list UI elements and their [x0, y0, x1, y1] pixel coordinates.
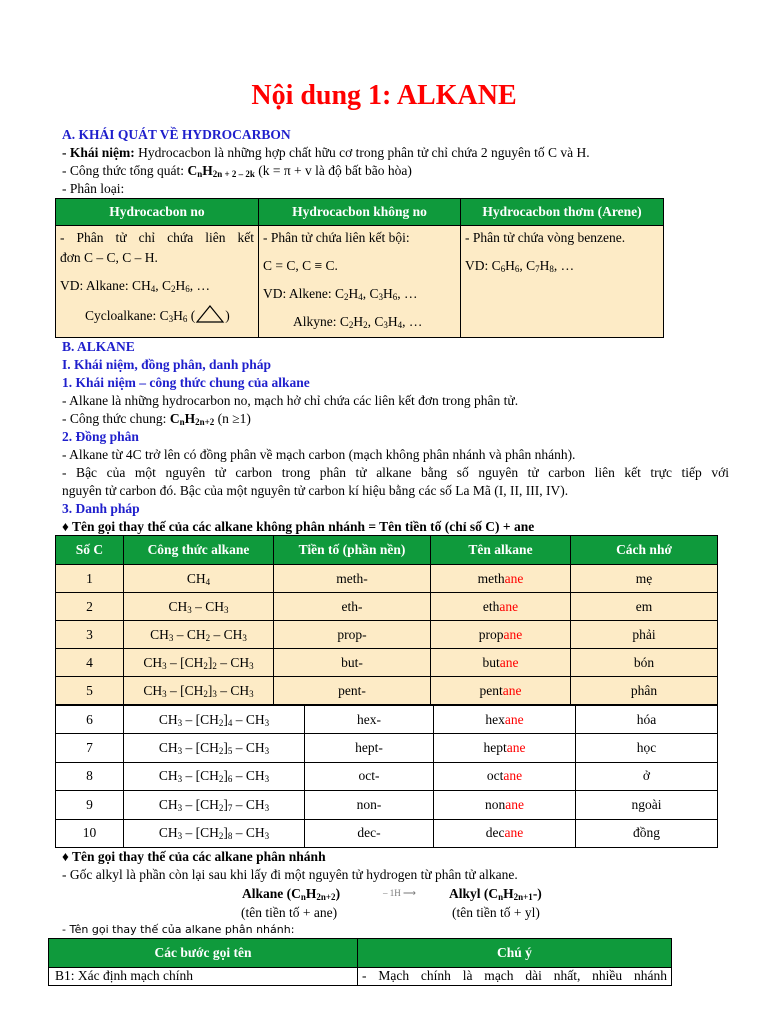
saturated-cell	[56, 226, 259, 338]
name-stem: prop	[478, 626, 504, 642]
arene-label: VD: C	[465, 258, 501, 273]
formula-prefix: - Công thức tổng quát:	[62, 163, 188, 178]
saturated-line-1: - Phân tử chỉ chứa liên kết	[60, 230, 254, 245]
col-prefix: Tiền tố (phần nền)	[274, 536, 431, 565]
carbon-count: 5	[56, 677, 124, 705]
header-saturated: Hydrocacbon no	[56, 199, 259, 226]
table-row	[56, 734, 718, 762]
subsection-1-heading: I. Khái niệm, đồng phân, danh pháp	[62, 357, 271, 372]
alkane-name	[431, 565, 571, 593]
definition-label: - Khái niệm:	[62, 145, 135, 160]
unsaturated-line-1: - Phân tử chứa liên kết bội:	[263, 230, 410, 245]
formula: $CH_3 - CH_2 - CH_3$	[124, 621, 274, 649]
carbon-count: 8	[56, 762, 124, 790]
prefix: but-	[274, 649, 431, 677]
formula: $CH_4$	[124, 565, 274, 593]
carbon-count: 3	[56, 621, 124, 649]
mnemonic: ngoài	[576, 791, 718, 819]
alkyl-label: Alkyl (C	[449, 886, 499, 901]
name-stem: hex	[485, 711, 505, 727]
general-formula: $C_nH_{2n + 2 - 2k}$	[187, 163, 255, 179]
alkane-general: Alkane $(C_nH_{2n+2})$	[242, 886, 341, 902]
general-formula-line	[62, 162, 412, 180]
arene-cell	[461, 226, 664, 338]
alkyne-example: Alkyne: $C_2H_2$, $C_3H_4$, …	[293, 314, 423, 330]
saturated-example-label: VD: Alkane: CH	[60, 278, 151, 293]
page-title: Nội dung 1: ALKANE	[251, 80, 517, 111]
unsaturated-line-2: C = C, C ≡ C.	[263, 258, 338, 273]
formula: $CH_3 - [CH_2]_3 - CH_3$	[124, 677, 274, 705]
prefix: eth-	[274, 593, 431, 621]
alkane-name	[431, 621, 571, 649]
name-suffix: ane	[504, 825, 524, 841]
mnemonic: ở	[576, 762, 718, 790]
name-stem: non	[485, 796, 506, 812]
subsection-1-1-heading: 1. Khái niệm – công thức chung của alkane	[62, 375, 310, 390]
alkane-name	[431, 593, 571, 621]
alkane-name	[431, 649, 571, 677]
subsection-3-heading: 3. Danh pháp	[62, 501, 140, 516]
alkane-formula-prefix: - Công thức chung:	[62, 411, 170, 426]
table-row	[56, 621, 718, 649]
formula: $CH_3 - [CH_2]_8 - CH_3$	[124, 819, 305, 847]
alkane-names-table	[55, 535, 718, 705]
name-suffix: ane	[504, 711, 524, 727]
branched-naming-rule: ♦ Tên gọi thay thế của các alkane phân nhánh	[62, 849, 326, 864]
alkyne-label: Alkyne: C	[293, 314, 349, 329]
alkane-name	[434, 734, 576, 762]
carbon-degree-line-1: - Bậc của một nguyên tử carbon trong phân tử alkane bằng số nguyên tử carbon liên kết trực tiếp với	[62, 465, 729, 480]
branched-naming-intro: - Tên gọi thay thế của alkane phân nhánh:	[62, 923, 295, 936]
isomer-text: - Alkane từ 4C trở lên có đồng phân về mạch carbon (mạch không phân nhánh và phân nhánh).	[62, 447, 576, 462]
mnemonic: bón	[571, 649, 718, 677]
naming-steps-table	[48, 938, 672, 986]
unsaturated-cell	[259, 226, 461, 338]
name-suffix: ane	[503, 768, 523, 784]
alkane-label: Alkane (C	[242, 886, 301, 901]
alkene-example: VD: Alkene: $C_2H_4$, $C_3H_6$, …	[263, 286, 418, 302]
mnemonic: mẹ	[571, 565, 718, 593]
carbon-count: 7	[56, 734, 124, 762]
prefix: pent-	[274, 677, 431, 705]
alkyl-general: Alkyl $(C_nH_{2n+1}-)$	[449, 886, 542, 902]
table-row	[56, 762, 718, 790]
prefix: prop-	[274, 621, 431, 649]
table-row	[56, 565, 718, 593]
section-a-heading: A. KHÁI QUÁT VỀ HYDROCARBON	[62, 127, 291, 142]
definition-text: Hydrocacbon là những hợp chất hữu cơ trong phân tử chỉ chứa 2 nguyên tố C và H.	[134, 145, 590, 160]
table-row	[56, 649, 718, 677]
prefix: hept-	[305, 734, 434, 762]
name-suffix: ane	[499, 654, 519, 670]
mnemonic: đồng	[576, 819, 718, 847]
name-stem: eth	[482, 598, 500, 614]
name-suffix: ane	[499, 598, 519, 614]
alkane-naming-note: (tên tiền tố + ane)	[241, 905, 338, 920]
carbon-degree-line-2: nguyên tử carbon đó. Bậc của một nguyên tử carbon kí hiệu bằng các số La Mã (I, II, III, IV).	[62, 483, 569, 498]
mnemonic: hóa	[576, 706, 718, 734]
formula: $CH_3 - [CH_2]_5 - CH_3$	[124, 734, 305, 762]
cycloalkane-example: Cycloalkane: $C_3H_6$ ( )	[60, 304, 254, 326]
name-stem: oct	[486, 768, 504, 784]
alkane-name	[434, 706, 576, 734]
prefix: oct-	[305, 762, 434, 790]
table-row	[56, 593, 718, 621]
alkane-name	[434, 791, 576, 819]
alkene-label: VD: Alkene: C	[263, 286, 344, 301]
alkane-name	[431, 677, 571, 705]
alkyl-naming-note: (tên tiền tố + yl)	[452, 905, 540, 920]
name-suffix: ane	[506, 740, 526, 756]
definition-line	[62, 144, 590, 162]
name-suffix: ane	[503, 626, 523, 642]
table-row	[56, 791, 718, 819]
alkane-name	[434, 819, 576, 847]
saturated-example: VD: Alkane: $CH_4$, $C_2H_6$, …	[60, 278, 211, 294]
name-stem: dec	[485, 825, 505, 841]
carbon-count: 1	[56, 565, 124, 593]
saturated-line-2: đơn C – C, C – H.	[60, 250, 158, 265]
header-arene: Hydrocacbon thơm (Arene)	[461, 199, 664, 226]
step-cell: B1: Xác định mạch chính	[49, 968, 358, 986]
mnemonic: phải	[571, 621, 718, 649]
formula: $CH_3 - [CH_2]_2 - CH_3$	[124, 649, 274, 677]
formula: $CH_3 - [CH_2]_4 - CH_3$	[124, 706, 305, 734]
arene-line-1: - Phân tử chứa vòng benzene.	[465, 230, 626, 245]
alkane-general-formula: - Công thức chung: $C_nH_{2n+2}$ (n ≥1)	[62, 411, 251, 427]
prefix: hex-	[305, 706, 434, 734]
alkyl-definition: - Gốc alkyl là phần còn lại sau khi lấy đi một nguyên tử hydrogen từ phân tử alkane.	[62, 867, 518, 882]
name-stem: meth	[477, 570, 505, 586]
name-stem: but	[482, 654, 500, 670]
alkane-name	[434, 762, 576, 790]
triangle-icon	[195, 304, 225, 324]
table-row	[49, 968, 672, 986]
prefix: non-	[305, 791, 434, 819]
alkane-definition: - Alkane là những hydrocarbon no, mạch hở chỉ chứa các liên kết đơn trong phân tử.	[62, 393, 519, 408]
note-cell: - Mạch chính là mạch dài nhất, nhiều nhánh	[358, 968, 672, 986]
carbon-count: 6	[56, 706, 124, 734]
formula: $CH_3 - [CH_2]_7 - CH_3$	[124, 791, 305, 819]
carbon-count: 10	[56, 819, 124, 847]
mnemonic: học	[576, 734, 718, 762]
minus-h-arrow: – 1H ⟶	[383, 888, 416, 898]
unbranched-naming-rule: ♦ Tên gọi thay thế của các alkane không phân nhánh = Tên tiền tố (chỉ số C) + ane	[62, 519, 535, 534]
name-stem: hept	[483, 740, 507, 756]
header-unsaturated: Hydrocacbon không no	[259, 199, 461, 226]
name-suffix: ane	[504, 570, 524, 586]
carbon-count: 2	[56, 593, 124, 621]
cycloalkane-label: Cycloalkane: C	[85, 308, 169, 323]
carbon-count: 9	[56, 791, 124, 819]
arene-example: VD: $C_6H_6$, $C_7H_8$, …	[465, 258, 575, 274]
formula: $CH_3 - CH_3$	[124, 593, 274, 621]
table-row	[56, 819, 718, 847]
col-notes: Chú ý	[358, 939, 672, 968]
section-b-heading: B. ALKANE	[62, 339, 135, 354]
name-suffix: ane	[505, 796, 524, 812]
col-formula: Công thức alkane	[124, 536, 274, 565]
table-row	[56, 706, 718, 734]
hydrocarbon-classification-table	[55, 198, 664, 338]
prefix: dec-	[305, 819, 434, 847]
prefix: meth-	[274, 565, 431, 593]
formula: $CH_3 - [CH_2]_6 - CH_3$	[124, 762, 305, 790]
mnemonic: em	[571, 593, 718, 621]
col-alkane-name: Tên alkane	[431, 536, 571, 565]
name-suffix: ane	[502, 682, 522, 698]
formula-tail: (k = π + v là độ bất bão hòa)	[254, 163, 412, 178]
carbon-count: 4	[56, 649, 124, 677]
col-carbon-count: Số C	[56, 536, 124, 565]
col-steps: Các bước gọi tên	[49, 939, 358, 968]
name-stem: pent	[479, 682, 503, 698]
classification-label: - Phân loại:	[62, 181, 125, 196]
table-row	[56, 677, 718, 705]
col-mnemonic: Cách nhớ	[571, 536, 718, 565]
mnemonic: phân	[571, 677, 718, 705]
alkane-names-table-continued	[55, 705, 718, 848]
subsection-2-heading: 2. Đồng phân	[62, 429, 139, 444]
alkane-formula-tail: (n ≥1)	[214, 411, 251, 426]
